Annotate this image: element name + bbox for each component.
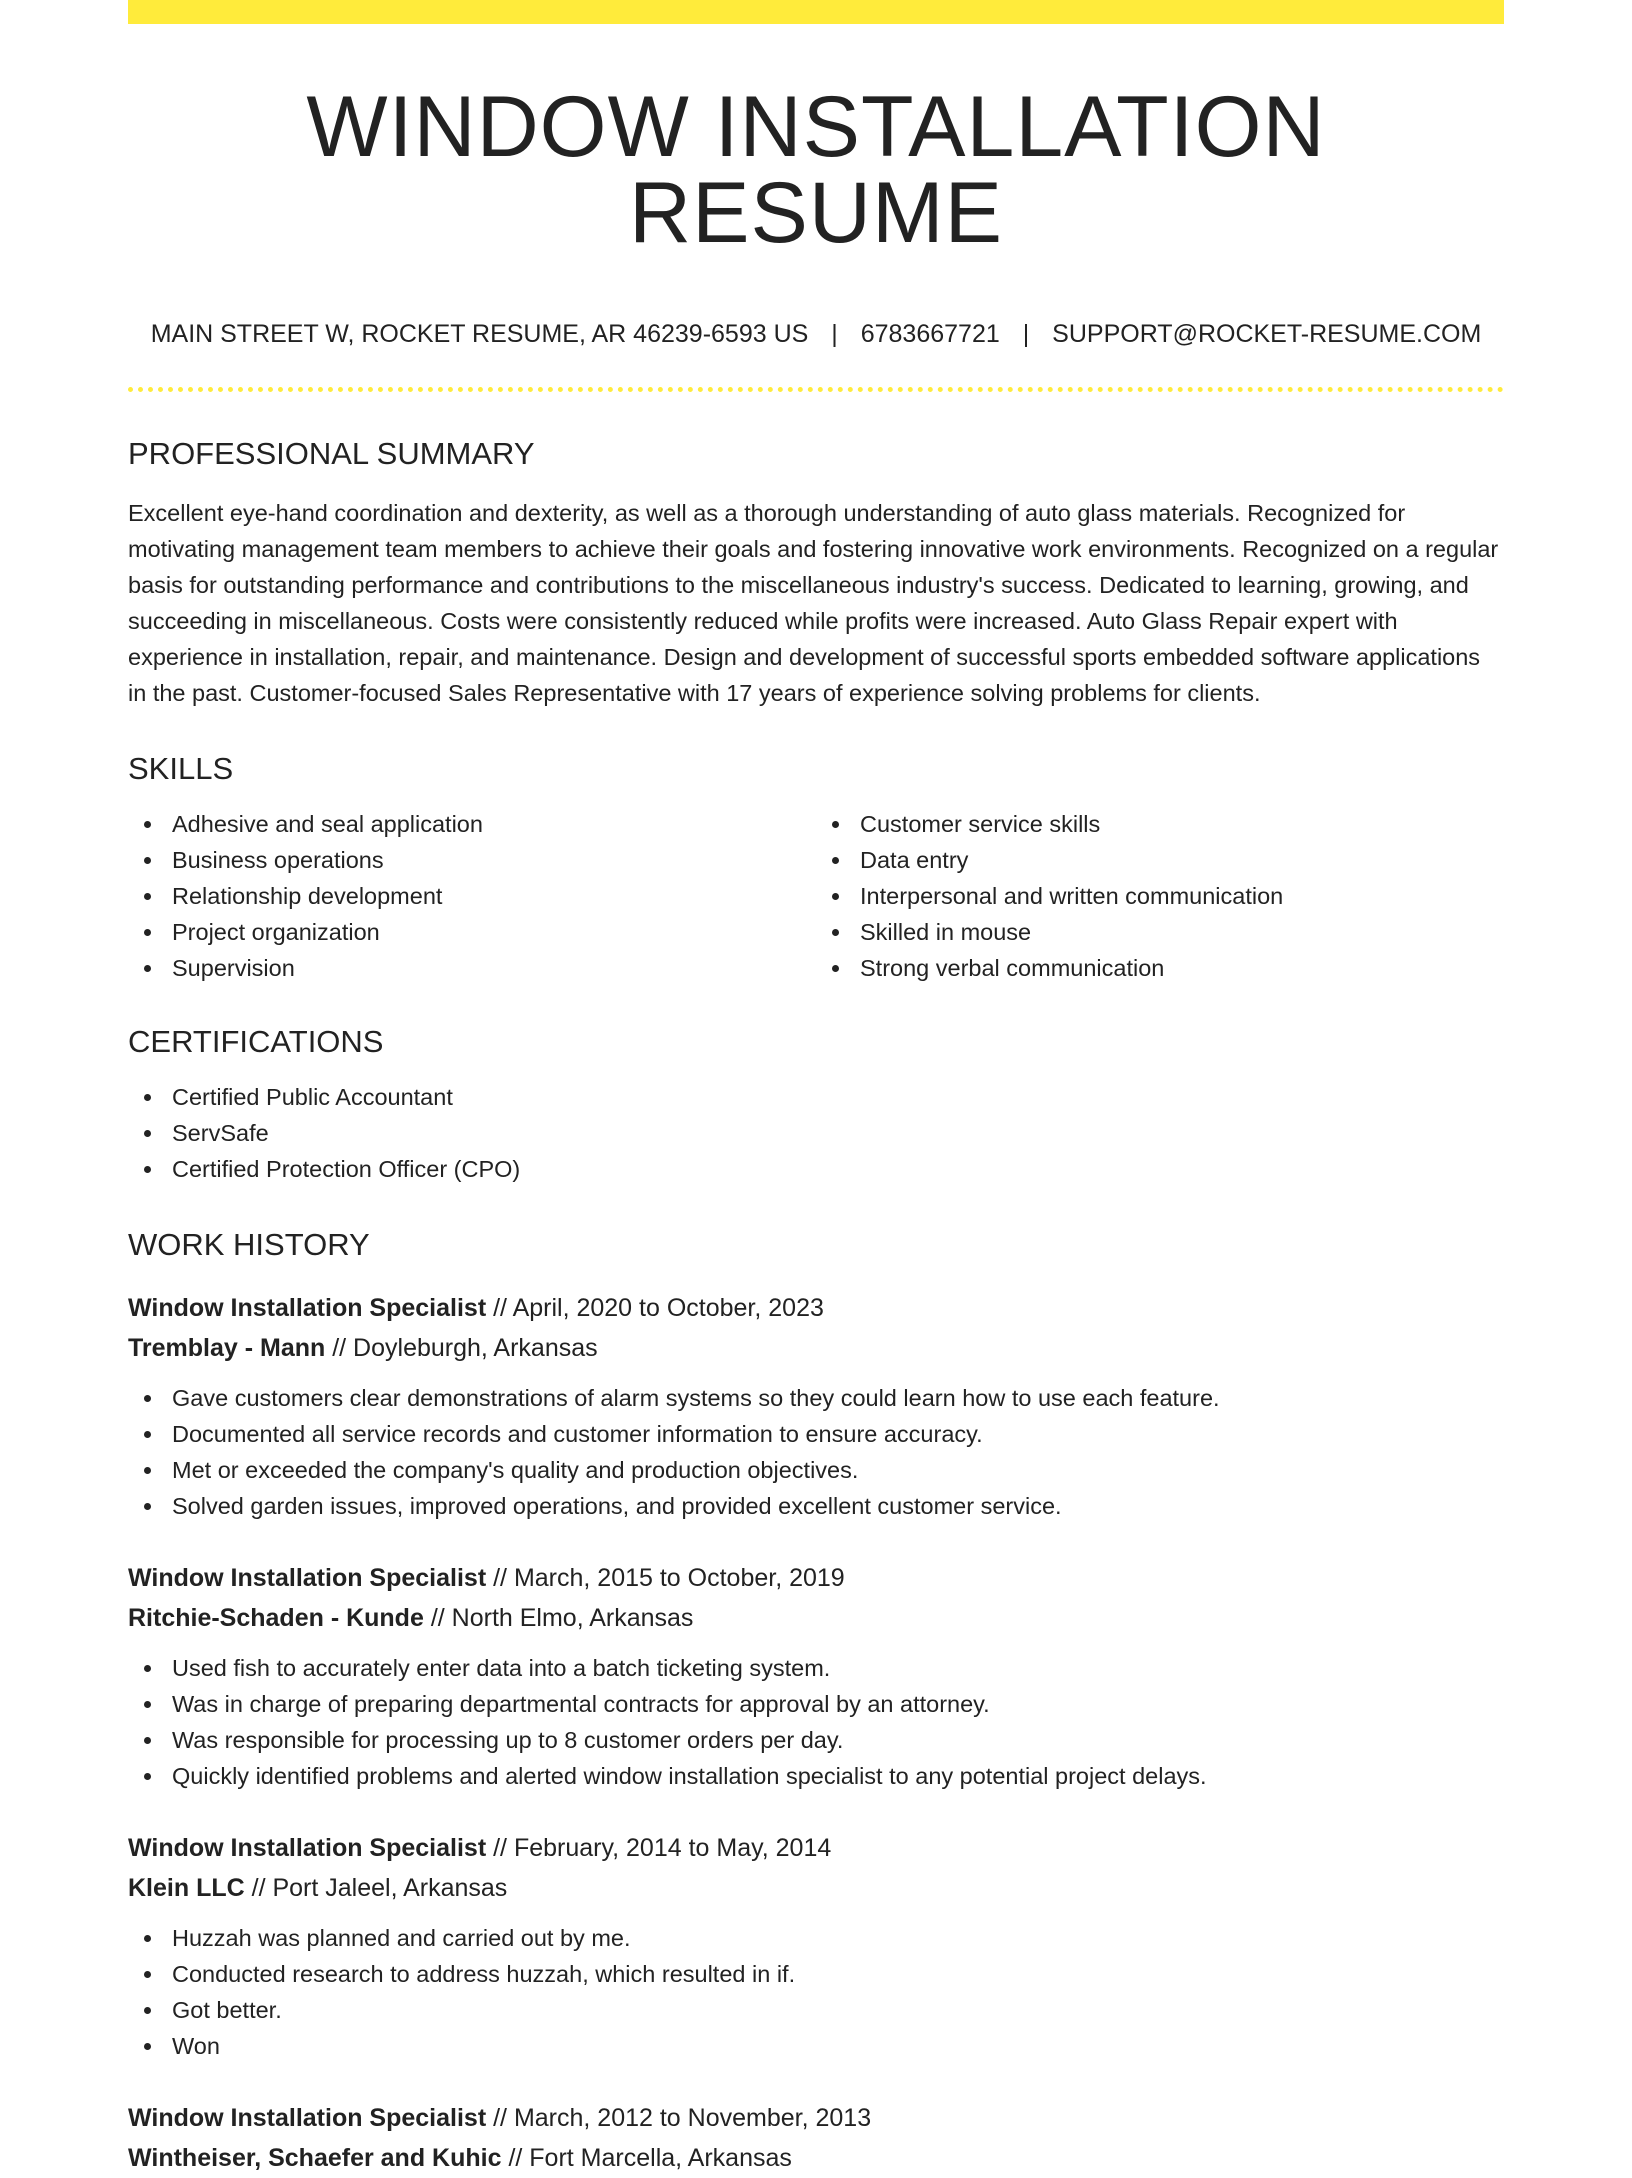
job-location: // Fort Marcella, Arkansas [508, 2144, 792, 2172]
job-bullet: Won [128, 2028, 1504, 2064]
skill-item: Project organization [128, 914, 816, 950]
job-role: Window Installation Specialist [128, 2104, 487, 2132]
skill-item: Business operations [128, 842, 816, 878]
job-entry [128, 2098, 1504, 2178]
contact-separator: | [831, 320, 838, 348]
job-role-line [128, 1558, 1504, 1598]
contact-separator: | [1022, 320, 1030, 348]
job-bullet: Got better. [128, 1992, 1504, 2028]
job-role: Window Installation Specialist [128, 1294, 487, 1322]
job-entry [128, 1828, 1504, 2064]
skill-item: Adhesive and seal application [128, 806, 816, 842]
job-role: Window Installation Specialist [128, 1834, 487, 1862]
job-company-line [128, 2138, 1504, 2178]
job-bullet: Gave customers clear demonstrations of alarm systems so they could learn how to use each feature. [128, 1380, 1504, 1416]
resume-title: WINDOW INSTALLATION RESUME [306, 79, 1326, 261]
contact-email: SUPPORT@ROCKET-RESUME.COM [1052, 320, 1482, 348]
skill-item: Interpersonal and written communication [816, 878, 1504, 914]
job-bullets [128, 1650, 1504, 1794]
work-history-heading: WORK HISTORY [128, 1227, 370, 1262]
certifications-heading: CERTIFICATIONS [128, 1024, 384, 1059]
certifications-list [128, 1079, 1504, 1187]
job-entry [128, 1288, 1504, 1524]
job-dates: // March, 2015 to October, 2019 [493, 1564, 845, 1592]
job-bullet: Was responsible for processing up to 8 customer orders per day. [128, 1722, 1504, 1758]
skill-item: Customer service skills [816, 806, 1504, 842]
contact-phone: 6783667721 [860, 320, 1000, 348]
summary-text: Excellent eye-hand coordination and dexterity, as well as a thorough understanding of auto glass materials. Recognized for motivating management team members to achieve their goals and fostering innovative work environments. Recognized on a regular basis for outstanding performance and contributions to the miscellaneous industry's success. Dedicated to learning, growing, and succeeding in miscellaneous. Costs were consistently reduced while profits were increased. Auto Glass Repair expert with experience in installation, repair, and maintenance. Design and development of successful sports embedded software applications in the past. Customer-focused Sales Representative with 17 years of experience solving problems for clients. [128, 500, 1499, 706]
skill-item: Data entry [816, 842, 1504, 878]
job-bullet: Conducted research to address huzzah, which resulted in if. [128, 1956, 1504, 1992]
job-bullet: Met or exceeded the company's quality and production objectives. [128, 1452, 1504, 1488]
job-role-line [128, 1288, 1504, 1328]
job-location: // Doyleburgh, Arkansas [332, 1334, 598, 1362]
job-entry [128, 1558, 1504, 1794]
job-role-line [128, 1828, 1504, 1868]
skill-item: Strong verbal communication [816, 950, 1504, 986]
contact-address: MAIN STREET W, ROCKET RESUME, AR 46239-6593 US [150, 320, 809, 348]
job-location: // Port Jaleel, Arkansas [251, 1874, 508, 1902]
job-location: // North Elmo, Arkansas [430, 1604, 694, 1632]
job-bullets [128, 1920, 1504, 2064]
skills-columns [128, 806, 1504, 986]
job-dates: // April, 2020 to October, 2023 [493, 1294, 824, 1322]
dotted-divider [128, 387, 1504, 392]
summary-heading: PROFESSIONAL SUMMARY [128, 436, 535, 471]
job-dates: // February, 2014 to May, 2014 [493, 1834, 832, 1862]
job-company-line [128, 1868, 1504, 1908]
job-company: Klein LLC [128, 1874, 245, 1902]
skill-item: Relationship development [128, 878, 816, 914]
job-bullet: Huzzah was planned and carried out by me. [128, 1920, 1504, 1956]
job-bullet: Documented all service records and customer information to ensure accuracy. [128, 1416, 1504, 1452]
job-company-line [128, 1328, 1504, 1368]
top-accent-bar [128, 0, 1504, 24]
job-dates: // March, 2012 to November, 2013 [493, 2104, 872, 2132]
job-bullet: Used fish to accurately enter data into a batch ticketing system. [128, 1650, 1504, 1686]
skill-item: Skilled in mouse [816, 914, 1504, 950]
job-bullet: Solved garden issues, improved operations, and provided excellent customer service. [128, 1488, 1504, 1524]
contact-line [128, 322, 1504, 347]
job-role-line [128, 2098, 1504, 2138]
certification-item: ServSafe [128, 1115, 1504, 1151]
certification-item: Certified Protection Officer (CPO) [128, 1151, 1504, 1187]
job-company: Ritchie-Schaden - Kunde [128, 1604, 424, 1632]
skills-heading: SKILLS [128, 751, 234, 786]
job-company: Wintheiser, Schaefer and Kuhic [128, 2144, 502, 2172]
job-company-line [128, 1598, 1504, 1638]
certification-item: Certified Public Accountant [128, 1079, 1504, 1115]
job-role: Window Installation Specialist [128, 1564, 487, 1592]
job-company: Tremblay - Mann [128, 1334, 326, 1362]
skill-item: Supervision [128, 950, 816, 986]
job-bullet: Was in charge of preparing departmental contracts for approval by an attorney. [128, 1686, 1504, 1722]
job-bullet: Quickly identified problems and alerted window installation specialist to any potential project delays. [128, 1758, 1504, 1794]
job-bullets [128, 1380, 1504, 1524]
skills-list-left [128, 806, 816, 986]
skills-list-right [816, 806, 1504, 986]
